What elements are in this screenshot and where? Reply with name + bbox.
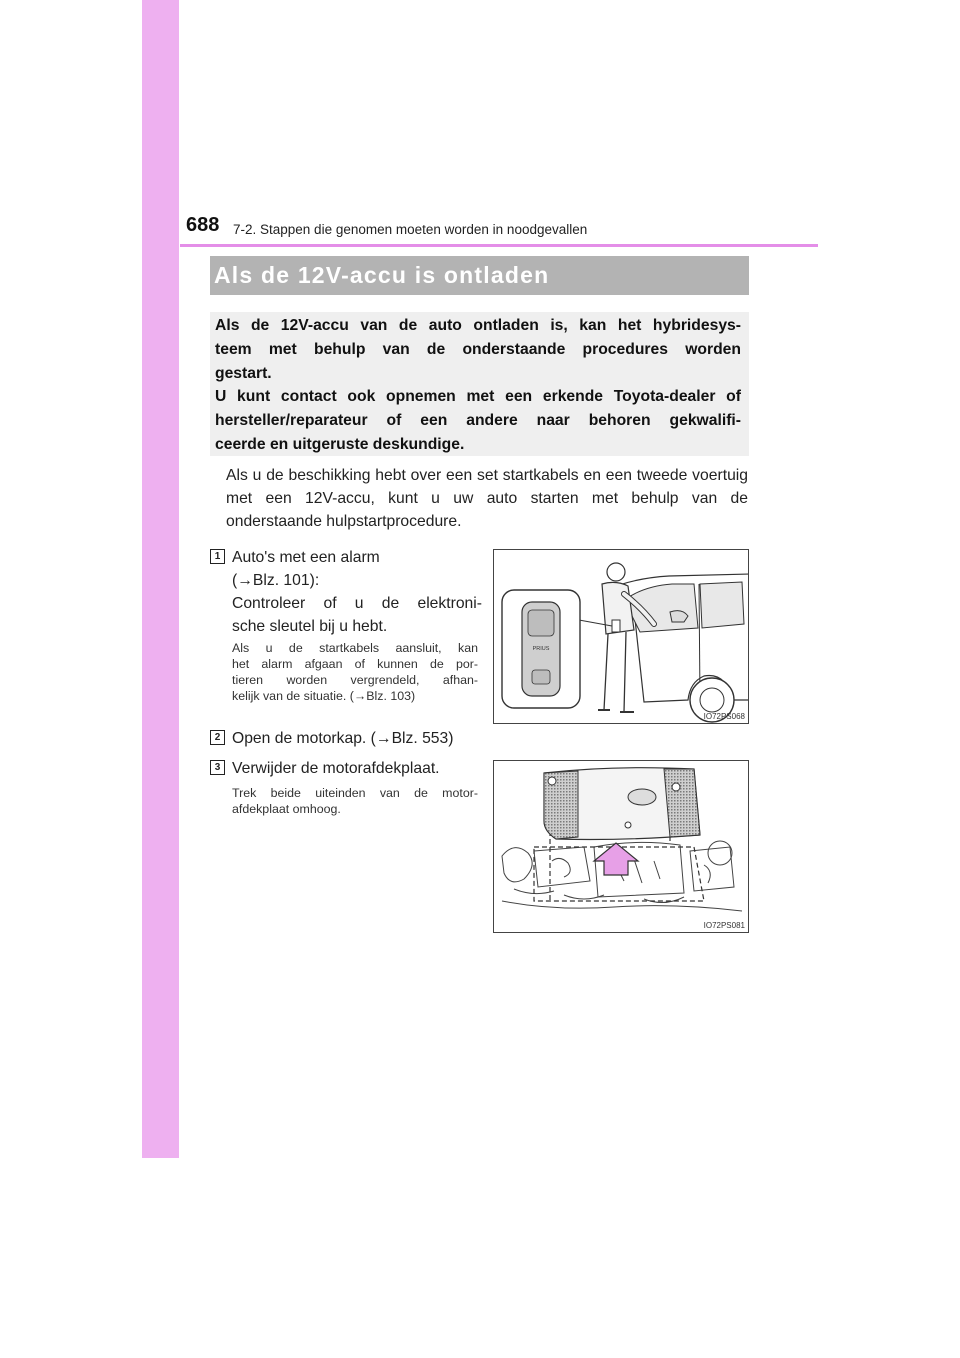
intro-line: hersteller/reparateur of een andere naar behoren gekwalifi- (215, 412, 741, 430)
section-title-bar (210, 256, 749, 295)
note-line: het alarm afgaan of kunnen de por- (232, 657, 478, 671)
person-at-car-door-drawing (494, 550, 749, 724)
page-number: 688 (186, 214, 220, 236)
intro-line: ceerde en uitgeruste deskundige. (215, 435, 465, 453)
step-1-text (232, 546, 482, 638)
step-2-text (232, 727, 492, 750)
intro-line: Als de 12V-accu van de auto ontladen is, kan het hybridesys- (215, 317, 741, 334)
step-line: Verwijder de motorafdekplaat. (232, 760, 440, 777)
step-3-text (232, 757, 492, 780)
step-number-2: 2 (210, 730, 225, 745)
intro-line: U kunt contact ook opnemen met een erkende Toyota-dealer of (215, 388, 741, 406)
note-line: kelijk van de situatie. (→Blz. 103) (232, 689, 416, 703)
step-line: (→Blz. 101): (232, 572, 320, 589)
intro-text (215, 314, 741, 457)
section-title: Als de 12V-accu is ontladen (214, 262, 550, 288)
illustration-engine-cover (493, 760, 749, 933)
note-line: afdekplaat omhoog. (232, 802, 341, 816)
figure-code: IO72PS068 (703, 712, 745, 721)
step-line: Open de motorkap. (→Blz. 553) (232, 730, 454, 747)
body-paragraph: Als u de beschikking hebt over een set startkabels en een tweede voertuig met een 12V-accu, kunt u uw auto starten met behulp van de onderstaande hulpstartprocedure. (226, 467, 748, 530)
step-3-note (232, 785, 478, 817)
intro-line: teem met behulp van de onderstaande procedures worden (215, 340, 741, 358)
step-line: Auto's met een alarm (232, 549, 380, 566)
step-1-note (232, 640, 478, 704)
lift-arrow-icon (594, 843, 638, 875)
note-line: tieren worden vergrendeld, afhan- (232, 673, 478, 687)
step-line: sche sleutel bij u hebt. (232, 618, 388, 635)
illustration-key-at-door (493, 549, 749, 724)
step-number-1: 1 (210, 549, 225, 564)
note-line: Als u de startkabels aansluit, kan (232, 641, 478, 655)
engine-cover-drawing (494, 761, 749, 933)
figure-code: IO72PS081 (703, 921, 745, 930)
intro-box (210, 312, 749, 456)
step-line: Controleer of u de elektroni- (232, 595, 482, 612)
step-number-3: 3 (210, 760, 225, 775)
running-header: 7-2. Stappen die genomen moeten worden in noodgevallen (233, 222, 588, 237)
key-label: PRIUS (532, 646, 550, 652)
header-rule (180, 244, 818, 247)
chapter-tab-strip (142, 0, 179, 1158)
intro-line: gestart. (215, 364, 272, 382)
note-line: Trek beide uiteinden van de motor- (232, 786, 478, 800)
